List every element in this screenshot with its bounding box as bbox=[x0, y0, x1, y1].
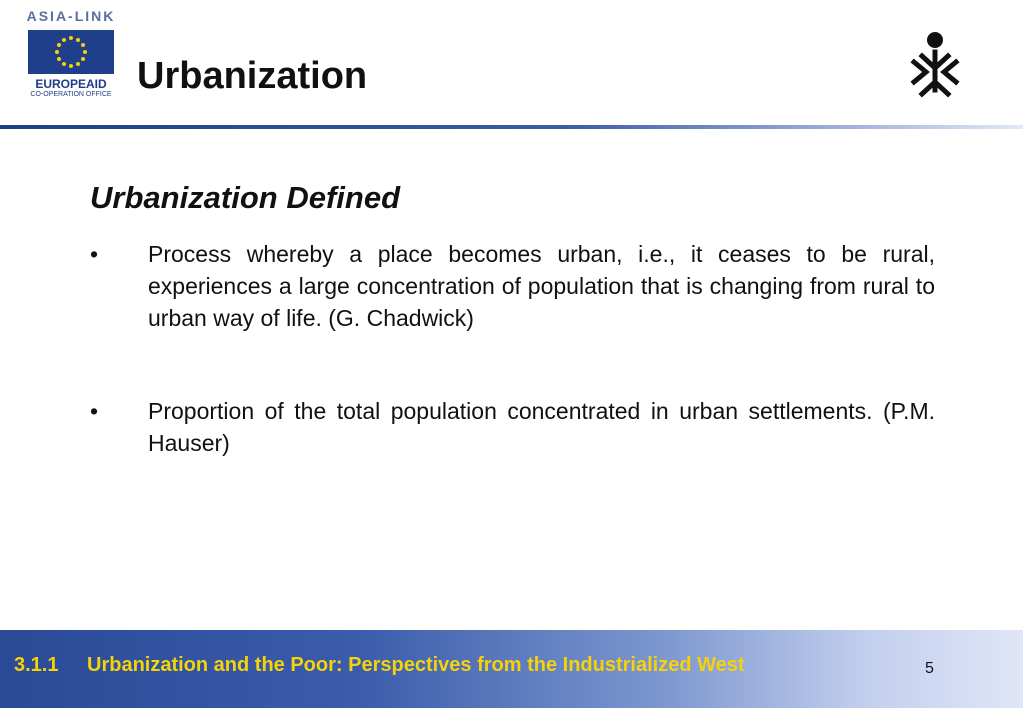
bullet-list bbox=[90, 395, 935, 459]
page-number: 5 bbox=[925, 660, 934, 677]
section-heading: Urbanization Defined bbox=[90, 180, 401, 215]
bullet-marker: • bbox=[90, 241, 99, 267]
asia-link-logo-text: ASIA-LINK bbox=[26, 8, 116, 24]
bullet-item bbox=[90, 395, 935, 459]
page-title: Urbanization bbox=[137, 55, 368, 97]
bullet-text: Process whereby a place becomes urban, i.e., it ceases to be rural, experiences a large concentration of population that is changing from rural to urban way of life. (G. Chadwick) bbox=[148, 241, 935, 331]
bullet-item bbox=[90, 238, 935, 334]
bullet-text: Proportion of the total population concentrated in urban settlements. (P.M. Hauser) bbox=[148, 398, 935, 456]
europeaid-logo-text: EUROPEAID bbox=[35, 77, 107, 91]
eu-flag-icon bbox=[28, 30, 114, 74]
footer-course-title: Urbanization and the Poor: Perspectives from the Industrialized West bbox=[87, 654, 745, 676]
cooperation-office-text: CO-OPERATION OFFICE bbox=[30, 91, 112, 98]
footer-section-code: 3.1.1 bbox=[14, 654, 59, 676]
header-divider bbox=[0, 125, 1023, 129]
stylized-figure-emblem-icon bbox=[902, 30, 968, 100]
bullet-list bbox=[90, 238, 935, 334]
asia-link-europeaid-logo bbox=[10, 8, 132, 100]
bullet-marker: • bbox=[90, 398, 99, 424]
